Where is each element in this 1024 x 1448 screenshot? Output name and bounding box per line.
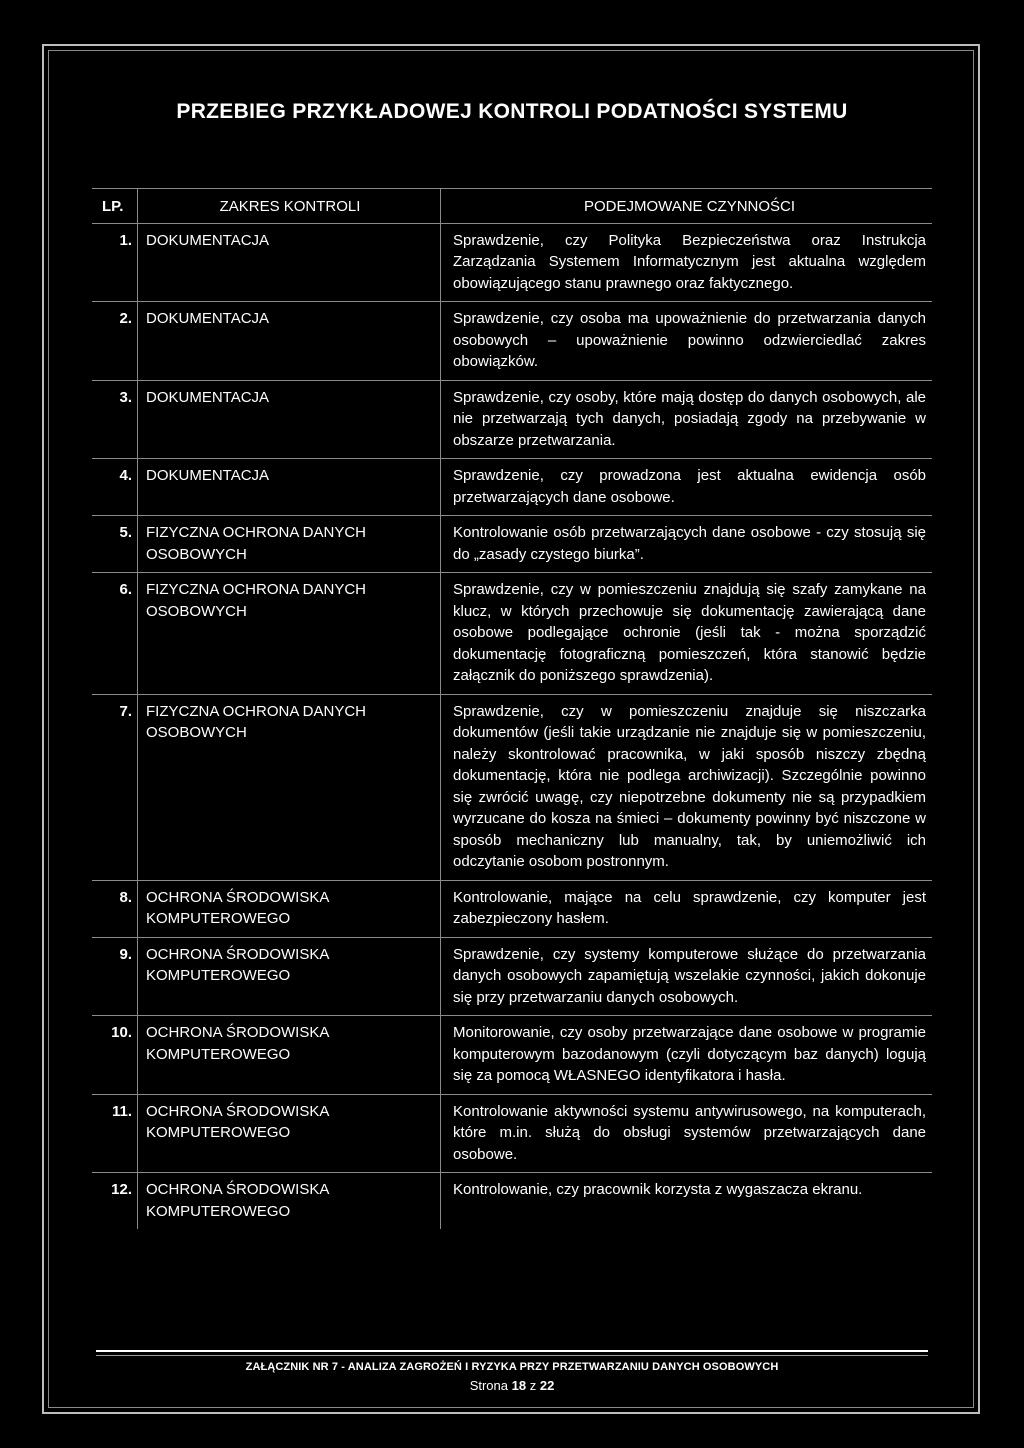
- row-number: 2.: [92, 302, 138, 381]
- row-action: Sprawdzenie, czy prowadzona jest aktualna ewidencja osób przetwarzających dane osobowe.: [441, 459, 933, 516]
- header-no: LP.: [92, 189, 138, 224]
- header-scope: ZAKRES KONTROLI: [138, 189, 441, 224]
- page-number: [0, 1378, 1024, 1393]
- row-scope: DOKUMENTACJA: [138, 459, 441, 516]
- table-row: [92, 1173, 932, 1230]
- table-row: [92, 573, 932, 695]
- page-current: 18: [511, 1378, 527, 1393]
- row-action: Kontrolowanie aktywności systemu antywirusowego, na komputerach, które m.in. służą do obsługi systemów przetwarzających dane osobowe.: [441, 1094, 933, 1173]
- footer-rule-thin: [96, 1355, 928, 1356]
- row-action: Monitorowanie, czy osoby przetwarzające dane osobowe w programie komputerowym bazodanowym (czyli dotyczącym baz danych) logują się za pomocą WŁASNEGO identyfikatora i hasła.: [441, 1016, 933, 1095]
- control-table: [92, 188, 932, 1229]
- row-scope: OCHRONA ŚRODOWISKA KOMPUTEROWEGO: [138, 1173, 441, 1230]
- table-row: [92, 937, 932, 1016]
- header-action: PODEJMOWANE CZYNNOŚCI: [441, 189, 933, 224]
- row-action: Kontrolowanie, mające na celu sprawdzenie, czy komputer jest zabezpieczony hasłem.: [441, 880, 933, 937]
- row-action: Sprawdzenie, czy osoby, które mają dostęp do danych osobowych, ale nie przetwarzają tych danych, posiadają zgody na przebywanie w obszarze przetwarzania.: [441, 380, 933, 459]
- row-number: 4.: [92, 459, 138, 516]
- page-title: PRZEBIEG PRZYKŁADOWEJ KONTROLI PODATNOŚCI SYSTEMU: [176, 100, 848, 123]
- row-scope: FIZYCZNA OCHRONA DANYCH OSOBOWYCH: [138, 573, 441, 695]
- page-total: 22: [539, 1378, 555, 1393]
- table-row: [92, 1094, 932, 1173]
- row-number: 10.: [92, 1016, 138, 1095]
- footer-rule: [96, 1350, 928, 1352]
- row-scope: OCHRONA ŚRODOWISKA KOMPUTEROWEGO: [138, 880, 441, 937]
- row-number: 11.: [92, 1094, 138, 1173]
- row-scope: OCHRONA ŚRODOWISKA KOMPUTEROWEGO: [138, 937, 441, 1016]
- row-scope: OCHRONA ŚRODOWISKA KOMPUTEROWEGO: [138, 1016, 441, 1095]
- row-action: Kontrolowanie, czy pracownik korzysta z wygaszacza ekranu.: [453, 1181, 863, 1198]
- table-row: [92, 459, 932, 516]
- row-scope: DOKUMENTACJA: [138, 223, 441, 302]
- table-body: [92, 223, 932, 1229]
- table-row: [92, 694, 932, 880]
- row-scope: OCHRONA ŚRODOWISKA KOMPUTEROWEGO: [138, 1094, 441, 1173]
- page-label: Strona: [469, 1378, 508, 1393]
- row-number: 7.: [92, 694, 138, 880]
- row-number: 3.: [92, 380, 138, 459]
- footer-title: ZAŁĄCZNIK NR 7 - ANALIZA ZAGROŻEŃ I RYZYKA PRZY PRZETWARZANIU DANYCH OSOBOWYCH: [245, 1361, 779, 1373]
- table-row: [92, 223, 932, 302]
- table-row: [92, 516, 932, 573]
- table-row: [92, 880, 932, 937]
- table-row: [92, 380, 932, 459]
- row-action: Sprawdzenie, czy Polityka Bezpieczeństwa oraz Instrukcja Zarządzania Systemem Informatycznym jest aktualna względem obowiązującego stanu prawnego oraz faktycznego.: [441, 223, 933, 302]
- row-action: Kontrolowanie osób przetwarzających dane osobowe - czy stosują się do „zasady czystego biurka”.: [441, 516, 933, 573]
- row-number: 1.: [92, 223, 138, 302]
- page-separator: z: [529, 1378, 537, 1393]
- row-number: 8.: [92, 880, 138, 937]
- row-action: Sprawdzenie, czy w pomieszczeniu znajduje się niszczarka dokumentów (jeśli takie urządzanie nie znajduje się w pomieszczeniu, należy skontrolować pracownika, w jaki sposób niszczy zbędną dokumentację, która nie podlega archiwizacji). Szczególnie powinno się zwrócić uwagę, czy niepotrzebne dokumenty nie są przypadkiem wyrzucane do kosza na śmieci – dokumenty powinny być niszczone w sposób mechaniczny lub manualny, tak, by uniemożliwić ich odczytanie osobom postronnym.: [441, 694, 933, 880]
- row-number: 5.: [92, 516, 138, 573]
- row-scope: DOKUMENTACJA: [138, 380, 441, 459]
- table-header-row: [92, 189, 932, 224]
- row-action: Sprawdzenie, czy osoba ma upoważnienie do przetwarzania danych osobowych – upoważnienie powinno odzwierciedlać zakres obowiązków.: [441, 302, 933, 381]
- row-number: 9.: [92, 937, 138, 1016]
- row-scope: DOKUMENTACJA: [138, 302, 441, 381]
- row-number: 6.: [92, 573, 138, 695]
- row-action: Sprawdzenie, czy systemy komputerowe służące do przetwarzania danych osobowych zapamiętują wszelakie czynności, jakich dokonuje się przy przetwarzaniu danych osobowych.: [441, 937, 933, 1016]
- row-scope: FIZYCZNA OCHRONA DANYCH OSOBOWYCH: [138, 694, 441, 880]
- row-number: 12.: [92, 1173, 138, 1230]
- table-row: [92, 1016, 932, 1095]
- table-row: [92, 302, 932, 381]
- row-action: Sprawdzenie, czy w pomieszczeniu znajdują się szafy zamykane na klucz, w których przechowuje się dokumentację zawierającą dane osobowe podlegające ochronie (jeśli tak - można sporządzić dokumentację fotograficzną pomieszczeń, która stanowić będzie załącznik do poniższego sprawdzenia).: [441, 573, 933, 695]
- row-scope: FIZYCZNA OCHRONA DANYCH OSOBOWYCH: [138, 516, 441, 573]
